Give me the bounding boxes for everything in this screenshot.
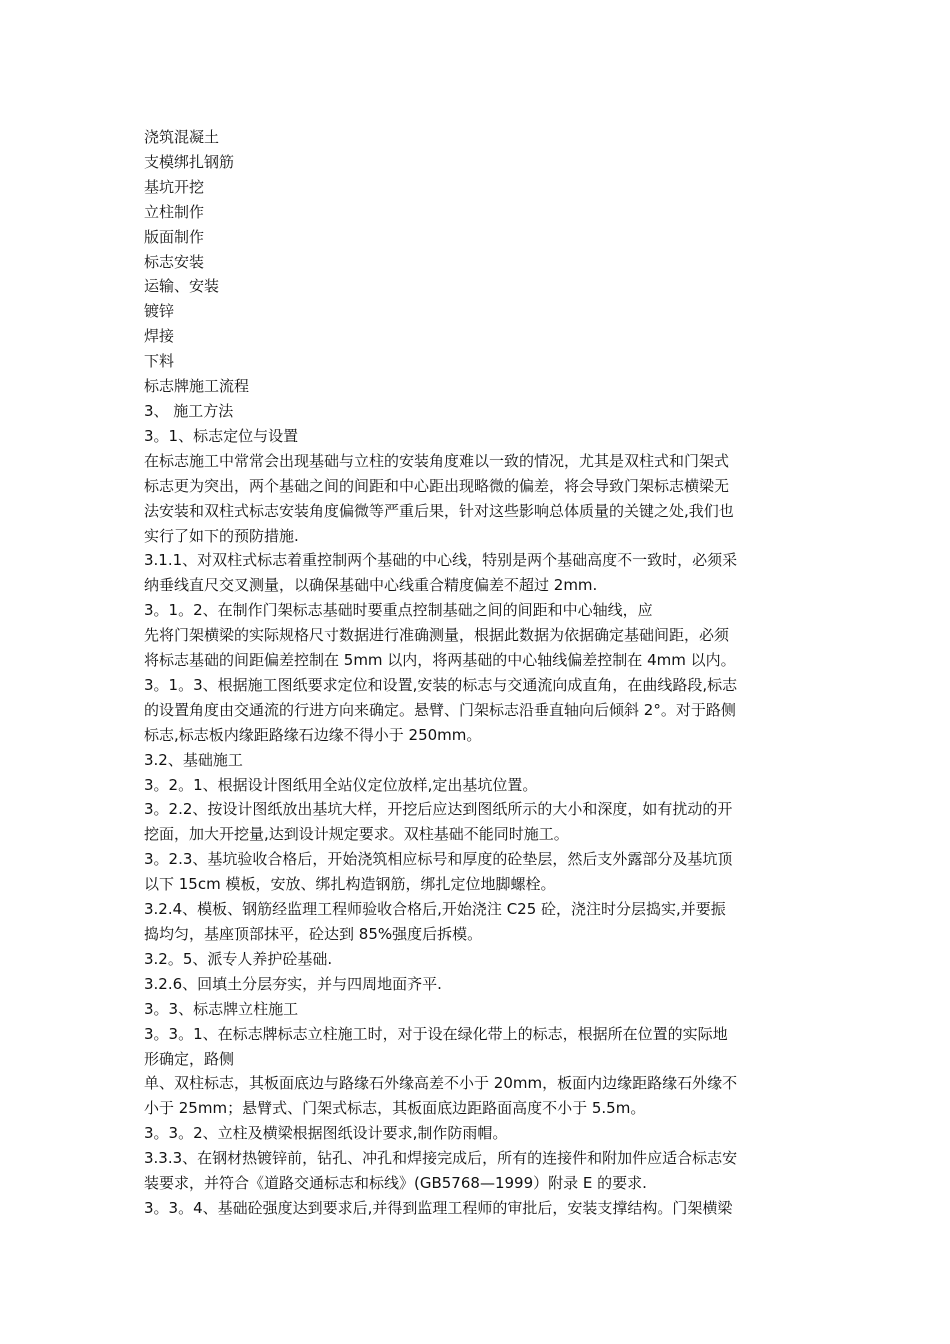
subsection-heading: 3.2、基础施工 [144, 750, 243, 769]
section-heading: 3、 施工方法 [144, 401, 234, 420]
paragraph-line: 标志,标志板内缘距路缘石边缘不得小于 250mm。 [144, 725, 482, 744]
paragraph-line: 挖面，加大开挖量,达到设计规定要求。双柱基础不能同时施工。 [144, 825, 569, 844]
paragraph-line: 法安装和双柱式标志安装角度偏微等严重后果，针对这些影响总体质量的关键之处,我们也 [144, 501, 734, 520]
paragraph-line: 3。2.2、按设计图纸放出基坑大样，开挖后应达到图纸所示的大小和深度，如有扰动的开 [144, 800, 733, 819]
paragraph-line: 将标志基础的间距偏差控制在 5mm 以内，将两基础的中心轴线偏差控制在 4mm 以内。 [144, 651, 736, 670]
text-line: 镀锌 [144, 302, 175, 321]
paragraph-line: 3。1。2、在制作门架标志基础时要重点控制基础之间的间距和中心轴线，应 [144, 601, 653, 620]
flowchart-title: 标志牌施工流程 [144, 377, 250, 396]
text-line: 焊接 [144, 327, 175, 346]
paragraph-line: 3。3。4、基础砼强度达到要求后,并得到监理工程师的审批后，安装支撑结构。门架横梁 [144, 1198, 733, 1217]
paragraph-line: 小于 25mm；悬臂式、门架式标志，其板面底边距路面高度不小于 5.5m。 [144, 1099, 646, 1118]
paragraph-line: 以下 15cm 模板，安放、绑扎构造钢筋，绑扎定位地脚螺栓。 [144, 875, 556, 894]
paragraph-line: 纳垂线直尺交叉测量，以确保基础中心线重合精度偏差不超过 2mm. [144, 576, 598, 595]
paragraph-line: 3。2.3、基坑验收合格后，开始浇筑相应标号和厚度的砼垫层，然后支外露部分及基坑顶 [144, 850, 733, 869]
document-body [144, 125, 810, 1221]
paragraph-line: 3.2。5、派专人养护砼基础. [144, 949, 333, 968]
paragraph-line: 3。3。1、在标志牌标志立柱施工时，对于设在绿化带上的标志，根据所在位置的实际地 [144, 1024, 728, 1043]
paragraph-line: 在标志施工中常常会出现基础与立柱的安装角度难以一致的情况，尤其是双柱式和门架式 [144, 451, 730, 470]
paragraph-line: 3。1。3、根据施工图纸要求定位和设置,安装的标志与交通流向成直角，在曲线路段,标志 [144, 675, 738, 694]
paragraph-line: 3.1.1、对双柱式标志着重控制两个基础的中心线，特别是两个基础高度不一致时，必须采 [144, 551, 738, 570]
paragraph-line: 3。3。2、立柱及横梁根据图纸设计要求,制作防雨帽。 [144, 1124, 508, 1143]
paragraph-line: 3.3.3、在钢材热镀锌前，钻孔、冲孔和焊接完成后，所有的连接件和附加件应适合标志安 [144, 1149, 738, 1168]
paragraph-line: 标志更为突出，两个基础之间的间距和中心距出现略微的偏差，将会导致门架标志横梁无 [144, 476, 730, 495]
paragraph-line: 形确定，路侧 [144, 1049, 235, 1068]
text-line: 下料 [144, 352, 175, 371]
paragraph-line: 实行了如下的预防措施. [144, 526, 299, 545]
text-line: 浇筑混凝土 [144, 128, 220, 146]
text-line: 基坑开挖 [144, 177, 205, 196]
text-line: 标志安装 [144, 252, 205, 271]
text-line: 支模绑扎钢筋 [144, 152, 235, 171]
paragraph-line: 先将门架横梁的实际规格尺寸数据进行准确测量，根据此数据为依据确定基础间距，必须 [144, 626, 730, 645]
paragraph-line: 的设置角度由交通流的行进方向来确定。悬臂、门架标志沿垂直轴向后倾斜 2°。对于路侧 [144, 700, 736, 719]
text-line: 版面制作 [144, 227, 205, 246]
paragraph-line: 单、双柱标志，其板面底边与路缘石外缘高差不小于 20mm，板面内边缘距路缘石外缘不 [144, 1074, 738, 1093]
subsection-heading: 3。3、标志牌立柱施工 [144, 999, 299, 1018]
paragraph-line: 3。2。1、根据设计图纸用全站仪定位放样,定出基坑位置。 [144, 775, 538, 794]
subsection-heading: 3。1、标志定位与设置 [144, 426, 299, 445]
text-line: 立柱制作 [144, 202, 205, 221]
paragraph-line: 3.2.4、模板、钢筋经监理工程师验收合格后,开始浇注 C25 砼，浇注时分层捣实,并要振 [144, 900, 726, 919]
paragraph-line: 装要求，并符合《道路交通标志和标线》(GB5768—1999）附录 E 的要求. [144, 1174, 647, 1193]
paragraph-line: 捣均匀，基座顶部抹平，砼达到 85%强度后拆模。 [144, 925, 483, 943]
text-line: 运输、安装 [144, 277, 220, 296]
paragraph-line: 3.2.6、回填土分层夯实，并与四周地面齐平. [144, 974, 442, 993]
